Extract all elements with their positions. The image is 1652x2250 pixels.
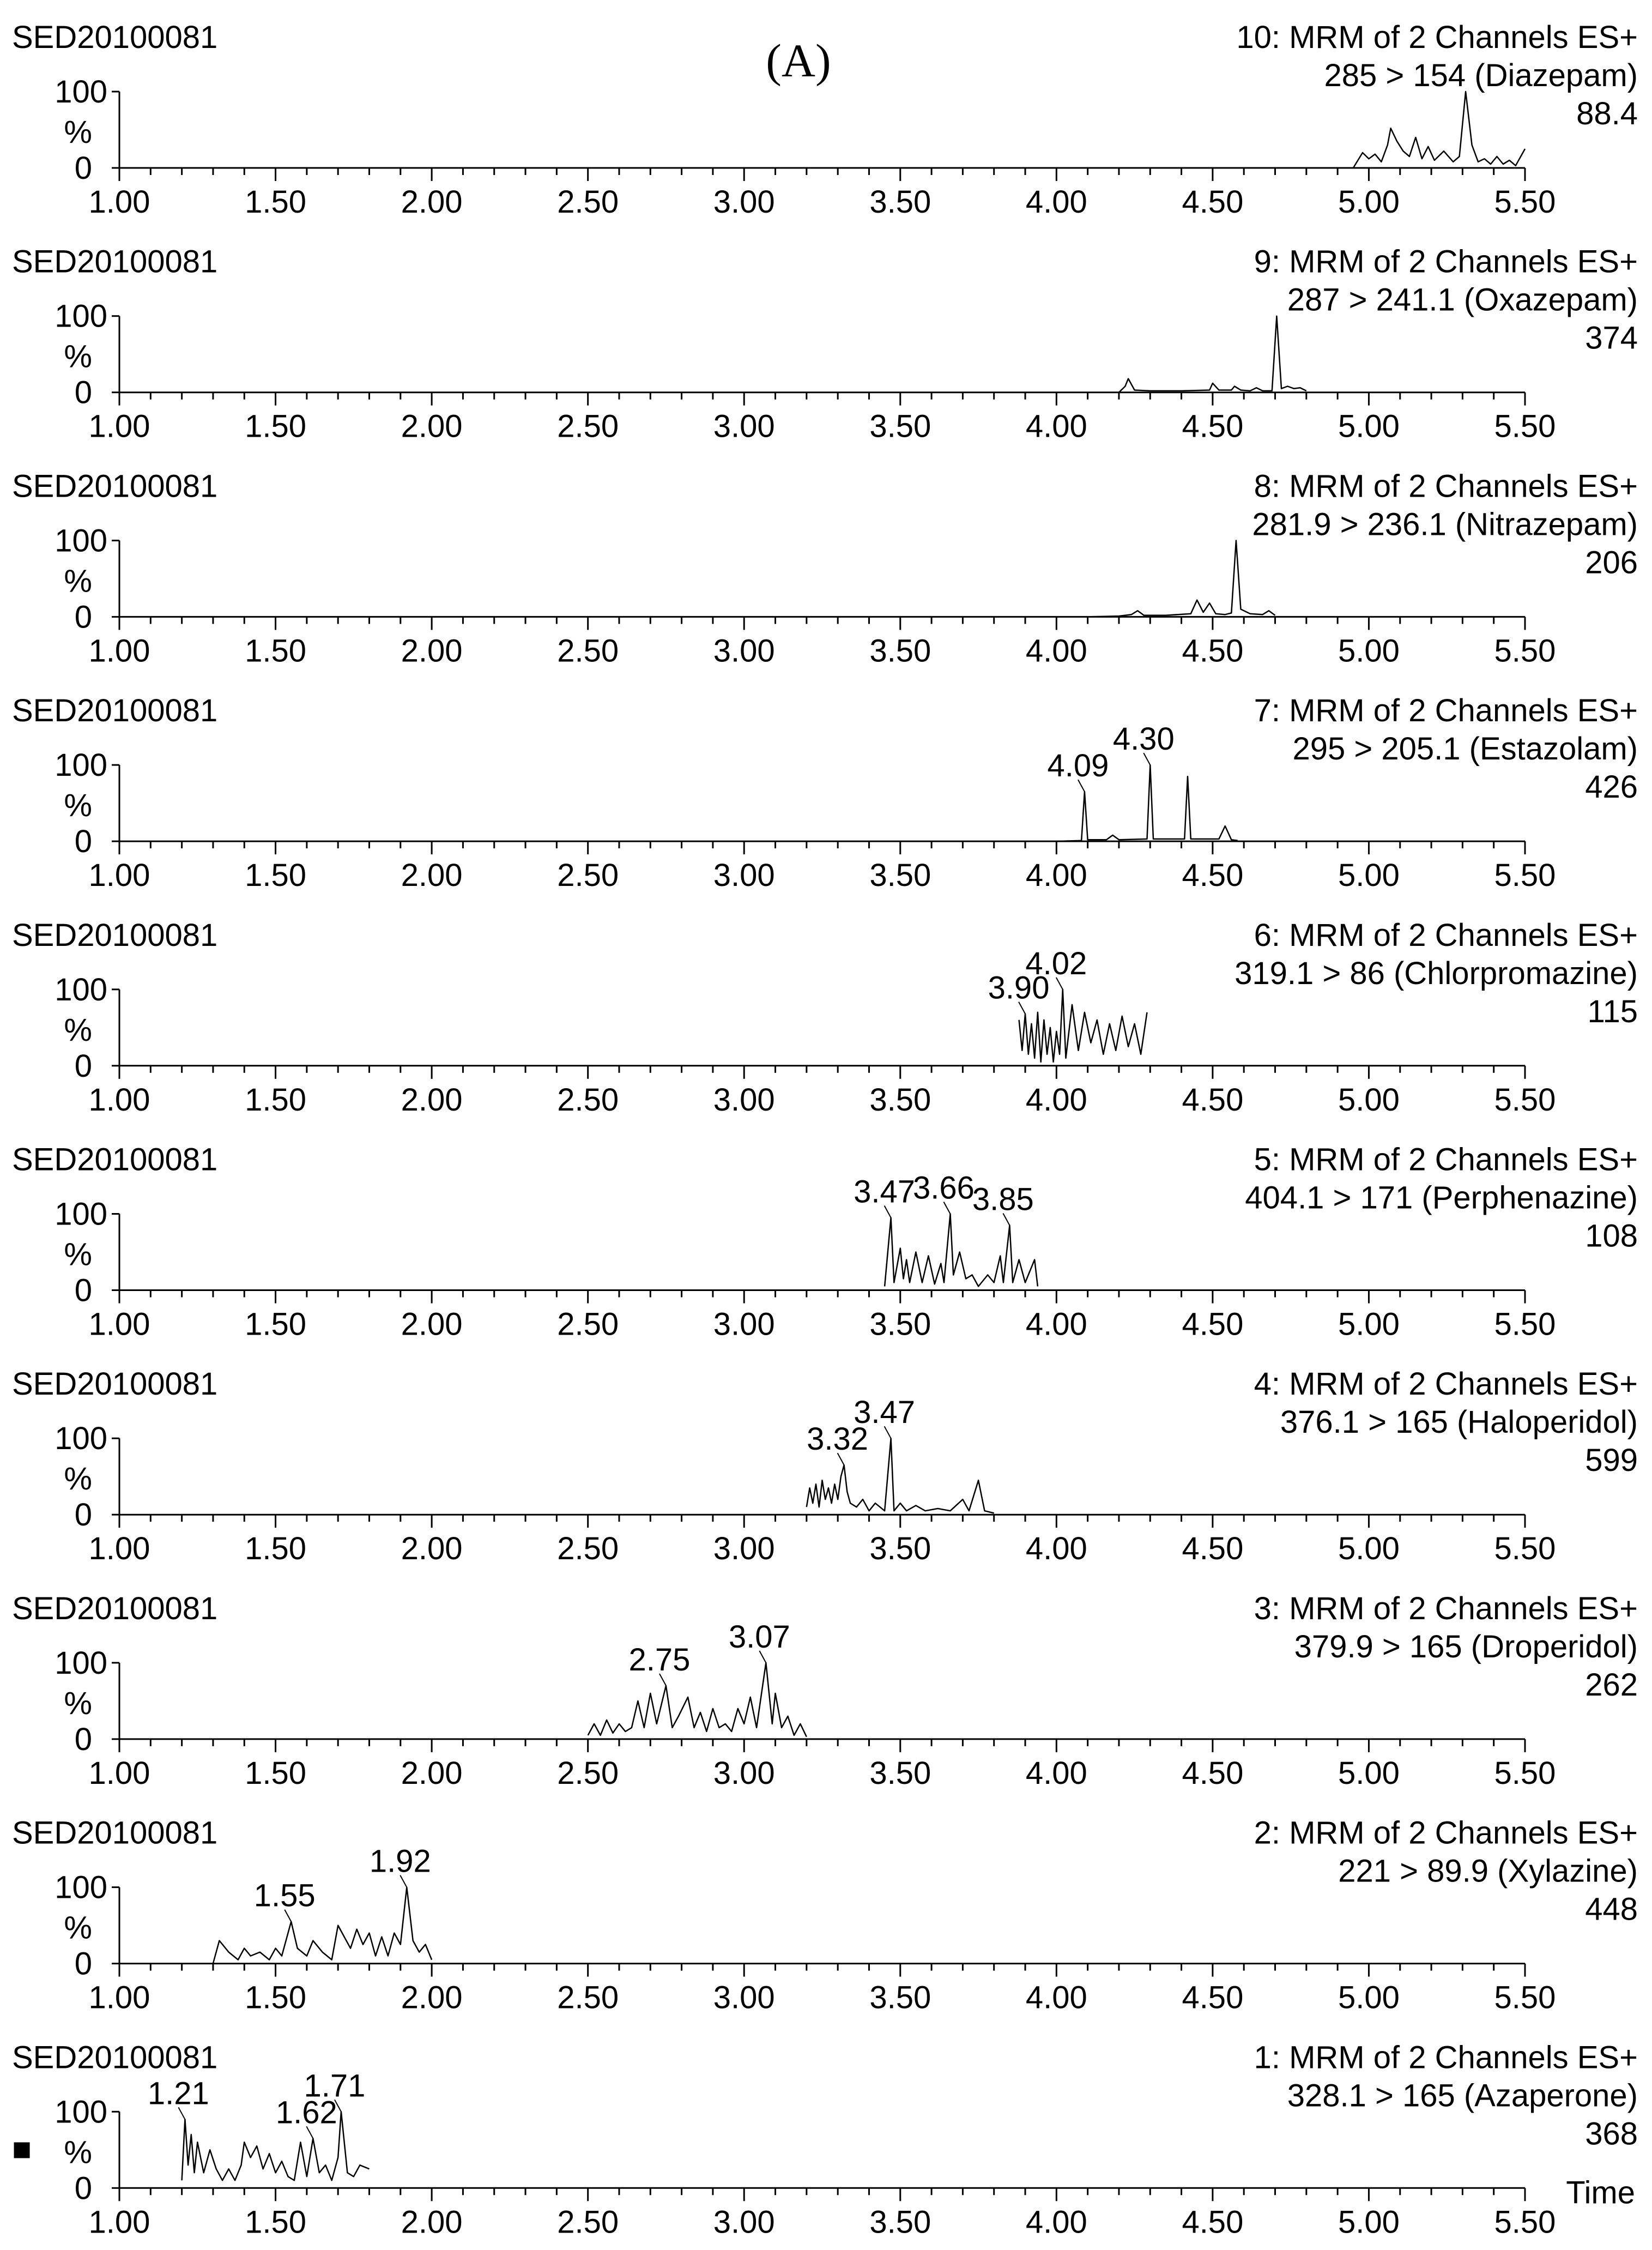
x-tick-label: 2.50 bbox=[557, 1082, 619, 1118]
sample-id: SED20100081 bbox=[12, 693, 218, 729]
chromatogram-panel bbox=[12, 918, 1638, 1118]
chromatogram-trace bbox=[1088, 540, 1275, 617]
transition-label: 328.1 > 165 (Azaperone) bbox=[1287, 2078, 1638, 2114]
peak-label: 3.47 bbox=[854, 1395, 916, 1431]
x-tick-label: 4.00 bbox=[1025, 1980, 1087, 2016]
peak-label: 4.30 bbox=[1112, 721, 1175, 757]
x-tick-label: 5.50 bbox=[1494, 1980, 1556, 2016]
y-tick-label: 0 bbox=[74, 375, 92, 411]
transition-label: 404.1 > 171 (Perphenazine) bbox=[1245, 1180, 1638, 1216]
transition-label: 285 > 154 (Diazepam) bbox=[1324, 58, 1638, 93]
x-tick-label: 1.00 bbox=[88, 2204, 150, 2240]
y-tick-label: 100 bbox=[55, 1869, 107, 1905]
x-tick-label: 1.50 bbox=[245, 184, 307, 220]
figure-label: (A) bbox=[766, 34, 831, 87]
y-axis-unit: % bbox=[64, 1685, 92, 1721]
y-tick-label: 100 bbox=[55, 972, 107, 1008]
max-intensity: 88.4 bbox=[1576, 96, 1638, 131]
peak-label: 4.02 bbox=[1025, 945, 1087, 981]
x-tick-label: 2.50 bbox=[557, 1531, 619, 1567]
sample-id: SED20100081 bbox=[12, 468, 218, 504]
x-tick-label: 2.00 bbox=[401, 1755, 463, 1791]
x-tick-label: 3.00 bbox=[713, 1082, 775, 1118]
peak-label: 1.55 bbox=[253, 1878, 316, 1914]
x-tick-label: 3.50 bbox=[869, 1531, 931, 1567]
y-tick-label: 0 bbox=[74, 1272, 92, 1308]
peak-label: 3.66 bbox=[913, 1170, 975, 1206]
x-tick-label: 1.50 bbox=[245, 1082, 307, 1118]
chromatogram-panel bbox=[12, 1591, 1638, 1791]
x-tick-label: 4.50 bbox=[1182, 184, 1244, 220]
y-axis-unit: % bbox=[64, 563, 92, 599]
y-axis-unit: % bbox=[64, 1461, 92, 1497]
x-tick-label: 1.50 bbox=[245, 858, 307, 894]
max-intensity: 206 bbox=[1585, 545, 1638, 581]
y-axis-unit: % bbox=[64, 788, 92, 824]
x-tick-label: 2.00 bbox=[401, 2204, 463, 2240]
x-tick-label: 3.50 bbox=[869, 408, 931, 444]
x-tick-label: 1.50 bbox=[245, 1306, 307, 1342]
x-tick-label: 3.00 bbox=[713, 2204, 775, 2240]
x-tick-label: 2.50 bbox=[557, 184, 619, 220]
x-tick-label: 1.00 bbox=[88, 1980, 150, 2016]
x-tick-label: 3.50 bbox=[869, 2204, 931, 2240]
x-tick-label: 4.00 bbox=[1025, 1082, 1087, 1118]
peak-label: 3.47 bbox=[854, 1174, 916, 1210]
x-axis-title: Time bbox=[1566, 2175, 1635, 2211]
y-tick-label: 0 bbox=[74, 599, 92, 635]
max-intensity: 108 bbox=[1585, 1218, 1638, 1254]
sample-id: SED20100081 bbox=[12, 2040, 218, 2076]
x-tick-label: 4.00 bbox=[1025, 184, 1087, 220]
transition-label: 319.1 > 86 (Chlorpromazine) bbox=[1235, 955, 1638, 991]
max-intensity: 374 bbox=[1585, 320, 1638, 356]
x-tick-label: 2.00 bbox=[401, 1306, 463, 1342]
x-tick-label: 4.50 bbox=[1182, 1755, 1244, 1791]
y-tick-label: 100 bbox=[55, 2094, 107, 2130]
x-tick-label: 4.00 bbox=[1025, 1755, 1087, 1791]
peak-label: 1.92 bbox=[369, 1843, 431, 1879]
sample-id: SED20100081 bbox=[12, 1590, 218, 1626]
peak-label: 4.09 bbox=[1047, 748, 1109, 784]
x-tick-label: 5.00 bbox=[1338, 184, 1400, 220]
transition-label: 287 > 241.1 (Oxazepam) bbox=[1287, 282, 1638, 318]
x-tick-label: 3.00 bbox=[713, 408, 775, 444]
x-tick-label: 3.00 bbox=[713, 1980, 775, 2016]
y-axis-unit: % bbox=[64, 1012, 92, 1048]
x-tick-label: 1.50 bbox=[245, 633, 307, 669]
x-tick-label: 5.00 bbox=[1338, 1531, 1400, 1567]
x-tick-label: 3.00 bbox=[713, 1306, 775, 1342]
chromatogram-trace bbox=[1119, 316, 1306, 393]
chromatogram-panel bbox=[12, 1142, 1638, 1342]
x-tick-label: 2.00 bbox=[401, 408, 463, 444]
x-tick-label: 2.00 bbox=[401, 858, 463, 894]
y-tick-label: 0 bbox=[74, 1048, 92, 1084]
x-tick-label: 4.00 bbox=[1025, 408, 1087, 444]
transition-label: 379.9 > 165 (Droperidol) bbox=[1294, 1628, 1638, 1664]
y-axis-unit: % bbox=[64, 2134, 92, 2170]
x-tick-label: 4.50 bbox=[1182, 1531, 1244, 1567]
x-tick-label: 2.50 bbox=[557, 1980, 619, 2016]
x-tick-label: 1.50 bbox=[245, 1531, 307, 1567]
y-tick-label: 0 bbox=[74, 150, 92, 186]
channel-header: 4: MRM of 2 Channels ES+ bbox=[1254, 1366, 1638, 1402]
max-intensity: 599 bbox=[1585, 1443, 1638, 1479]
x-tick-label: 5.00 bbox=[1338, 1755, 1400, 1791]
x-tick-label: 1.00 bbox=[88, 1531, 150, 1567]
x-tick-label: 5.50 bbox=[1494, 2204, 1556, 2240]
x-tick-label: 1.00 bbox=[88, 1755, 150, 1791]
peak-label: 1.71 bbox=[304, 2068, 366, 2104]
transition-label: 281.9 > 236.1 (Nitrazepam) bbox=[1252, 506, 1638, 542]
x-tick-label: 3.50 bbox=[869, 184, 931, 220]
peak-label: 2.75 bbox=[628, 1642, 691, 1678]
peak-label: 3.90 bbox=[988, 970, 1050, 1006]
legend-marker-icon: ■ bbox=[12, 2131, 32, 2167]
y-tick-label: 100 bbox=[55, 298, 107, 334]
x-tick-label: 1.50 bbox=[245, 2204, 307, 2240]
x-tick-label: 2.00 bbox=[401, 1980, 463, 2016]
y-tick-label: 0 bbox=[74, 1721, 92, 1757]
x-tick-label: 5.00 bbox=[1338, 1980, 1400, 2016]
channel-header: 2: MRM of 2 Channels ES+ bbox=[1254, 1815, 1638, 1851]
chromatogram-trace bbox=[213, 1887, 432, 1964]
x-tick-label: 1.00 bbox=[88, 1306, 150, 1342]
chromatogram-panel bbox=[12, 244, 1638, 444]
x-tick-label: 5.00 bbox=[1338, 858, 1400, 894]
y-axis-unit: % bbox=[64, 1910, 92, 1946]
y-tick-label: 0 bbox=[74, 1946, 92, 1982]
chromatogram-panel bbox=[12, 2040, 1638, 2240]
sample-id: SED20100081 bbox=[12, 1815, 218, 1851]
chromatogram-panel bbox=[12, 693, 1638, 893]
x-tick-label: 5.50 bbox=[1494, 184, 1556, 220]
x-tick-label: 5.00 bbox=[1338, 408, 1400, 444]
x-tick-label: 4.50 bbox=[1182, 858, 1244, 894]
chromatogram-panel bbox=[12, 1815, 1638, 2016]
transition-label: 221 > 89.9 (Xylazine) bbox=[1338, 1853, 1638, 1889]
x-tick-label: 2.00 bbox=[401, 633, 463, 669]
x-tick-label: 4.50 bbox=[1182, 1980, 1244, 2016]
x-tick-label: 5.00 bbox=[1338, 633, 1400, 669]
x-tick-label: 3.50 bbox=[869, 1755, 931, 1791]
y-tick-label: 100 bbox=[55, 523, 107, 559]
x-tick-label: 1.00 bbox=[88, 633, 150, 669]
x-tick-label: 4.50 bbox=[1182, 633, 1244, 669]
x-tick-label: 2.00 bbox=[401, 1531, 463, 1567]
x-tick-label: 4.00 bbox=[1025, 858, 1087, 894]
x-tick-label: 4.50 bbox=[1182, 408, 1244, 444]
channel-header: 8: MRM of 2 Channels ES+ bbox=[1254, 468, 1638, 504]
max-intensity: 426 bbox=[1585, 769, 1638, 805]
x-tick-label: 1.00 bbox=[88, 858, 150, 894]
x-tick-label: 1.50 bbox=[245, 1755, 307, 1791]
x-tick-label: 3.50 bbox=[869, 858, 931, 894]
max-intensity: 115 bbox=[1587, 993, 1638, 1029]
channel-header: 9: MRM of 2 Channels ES+ bbox=[1254, 244, 1638, 280]
y-tick-label: 0 bbox=[74, 2170, 92, 2206]
x-tick-label: 4.00 bbox=[1025, 1306, 1087, 1342]
x-tick-label: 4.00 bbox=[1025, 633, 1087, 669]
chromatogram-trace bbox=[1353, 92, 1525, 168]
x-tick-label: 5.50 bbox=[1494, 1531, 1556, 1567]
peak-label: 3.32 bbox=[807, 1421, 869, 1457]
x-tick-label: 1.00 bbox=[88, 184, 150, 220]
y-axis-unit: % bbox=[64, 114, 92, 150]
x-tick-label: 5.50 bbox=[1494, 858, 1556, 894]
y-tick-label: 100 bbox=[55, 1421, 107, 1457]
x-tick-label: 3.50 bbox=[869, 1082, 931, 1118]
x-tick-label: 3.50 bbox=[869, 633, 931, 669]
chromatogram-panels bbox=[12, 20, 1638, 2240]
x-tick-label: 5.50 bbox=[1494, 633, 1556, 669]
x-tick-label: 5.00 bbox=[1338, 1082, 1400, 1118]
y-tick-label: 100 bbox=[55, 747, 107, 783]
x-tick-label: 1.50 bbox=[245, 1980, 307, 2016]
x-tick-label: 3.00 bbox=[713, 1531, 775, 1567]
x-tick-label: 1.50 bbox=[245, 408, 307, 444]
peak-label: 1.21 bbox=[147, 2076, 209, 2112]
x-tick-label: 5.00 bbox=[1338, 2204, 1400, 2240]
x-tick-label: 1.00 bbox=[88, 408, 150, 444]
x-tick-label: 4.50 bbox=[1182, 1082, 1244, 1118]
channel-header: 1: MRM of 2 Channels ES+ bbox=[1254, 2040, 1638, 2076]
y-tick-label: 0 bbox=[74, 1497, 92, 1533]
channel-header: 5: MRM of 2 Channels ES+ bbox=[1254, 1142, 1638, 1178]
max-intensity: 448 bbox=[1585, 1891, 1638, 1927]
sample-id: SED20100081 bbox=[12, 1142, 218, 1178]
sample-id: SED20100081 bbox=[12, 1366, 218, 1402]
y-axis-unit: % bbox=[64, 339, 92, 375]
peak-label: 3.07 bbox=[728, 1619, 790, 1655]
y-tick-label: 100 bbox=[55, 1196, 107, 1232]
chromatogram-trace bbox=[885, 1214, 1038, 1287]
x-tick-label: 2.50 bbox=[557, 2204, 619, 2240]
peak-label: 1.62 bbox=[275, 2095, 337, 2131]
chromatogram-panel bbox=[12, 468, 1638, 668]
x-tick-label: 2.50 bbox=[557, 408, 619, 444]
x-tick-label: 2.00 bbox=[401, 184, 463, 220]
x-tick-label: 4.00 bbox=[1025, 1531, 1087, 1567]
x-tick-label: 3.00 bbox=[713, 184, 775, 220]
max-intensity: 262 bbox=[1585, 1667, 1638, 1703]
transition-label: 376.1 > 165 (Haloperidol) bbox=[1280, 1404, 1638, 1440]
x-tick-label: 3.50 bbox=[869, 1306, 931, 1342]
channel-header: 6: MRM of 2 Channels ES+ bbox=[1254, 917, 1638, 953]
sample-id: SED20100081 bbox=[12, 917, 218, 953]
x-tick-label: 3.50 bbox=[869, 1980, 931, 2016]
x-tick-label: 1.00 bbox=[88, 1082, 150, 1118]
peak-label: 3.85 bbox=[972, 1181, 1034, 1217]
x-tick-label: 5.50 bbox=[1494, 1306, 1556, 1342]
x-tick-label: 4.50 bbox=[1182, 2204, 1244, 2240]
x-tick-label: 2.50 bbox=[557, 633, 619, 669]
x-tick-label: 2.00 bbox=[401, 1082, 463, 1118]
chromatogram-panel bbox=[12, 1366, 1638, 1566]
chromatogram-trace bbox=[588, 1663, 807, 1737]
channel-header: 7: MRM of 2 Channels ES+ bbox=[1254, 693, 1638, 729]
sample-id: SED20100081 bbox=[12, 244, 218, 280]
channel-header: 10: MRM of 2 Channels ES+ bbox=[1236, 20, 1638, 55]
x-tick-label: 5.50 bbox=[1494, 408, 1556, 444]
x-tick-label: 4.00 bbox=[1025, 2204, 1087, 2240]
y-tick-label: 100 bbox=[55, 1645, 107, 1681]
x-tick-label: 3.00 bbox=[713, 633, 775, 669]
transition-label: 295 > 205.1 (Estazolam) bbox=[1292, 731, 1638, 767]
y-tick-label: 0 bbox=[74, 824, 92, 860]
x-tick-label: 3.00 bbox=[713, 858, 775, 894]
sample-id: SED20100081 bbox=[12, 20, 218, 55]
y-axis-unit: % bbox=[64, 1236, 92, 1272]
channel-header: 3: MRM of 2 Channels ES+ bbox=[1254, 1590, 1638, 1626]
y-tick-label: 100 bbox=[55, 74, 107, 110]
x-tick-label: 5.00 bbox=[1338, 1306, 1400, 1342]
x-tick-label: 2.50 bbox=[557, 858, 619, 894]
x-tick-label: 5.50 bbox=[1494, 1082, 1556, 1118]
x-tick-label: 2.50 bbox=[557, 1755, 619, 1791]
x-tick-label: 4.50 bbox=[1182, 1306, 1244, 1342]
x-tick-label: 3.00 bbox=[713, 1755, 775, 1791]
x-tick-label: 5.50 bbox=[1494, 1755, 1556, 1791]
x-tick-label: 2.50 bbox=[557, 1306, 619, 1342]
max-intensity: 368 bbox=[1585, 2116, 1638, 2152]
